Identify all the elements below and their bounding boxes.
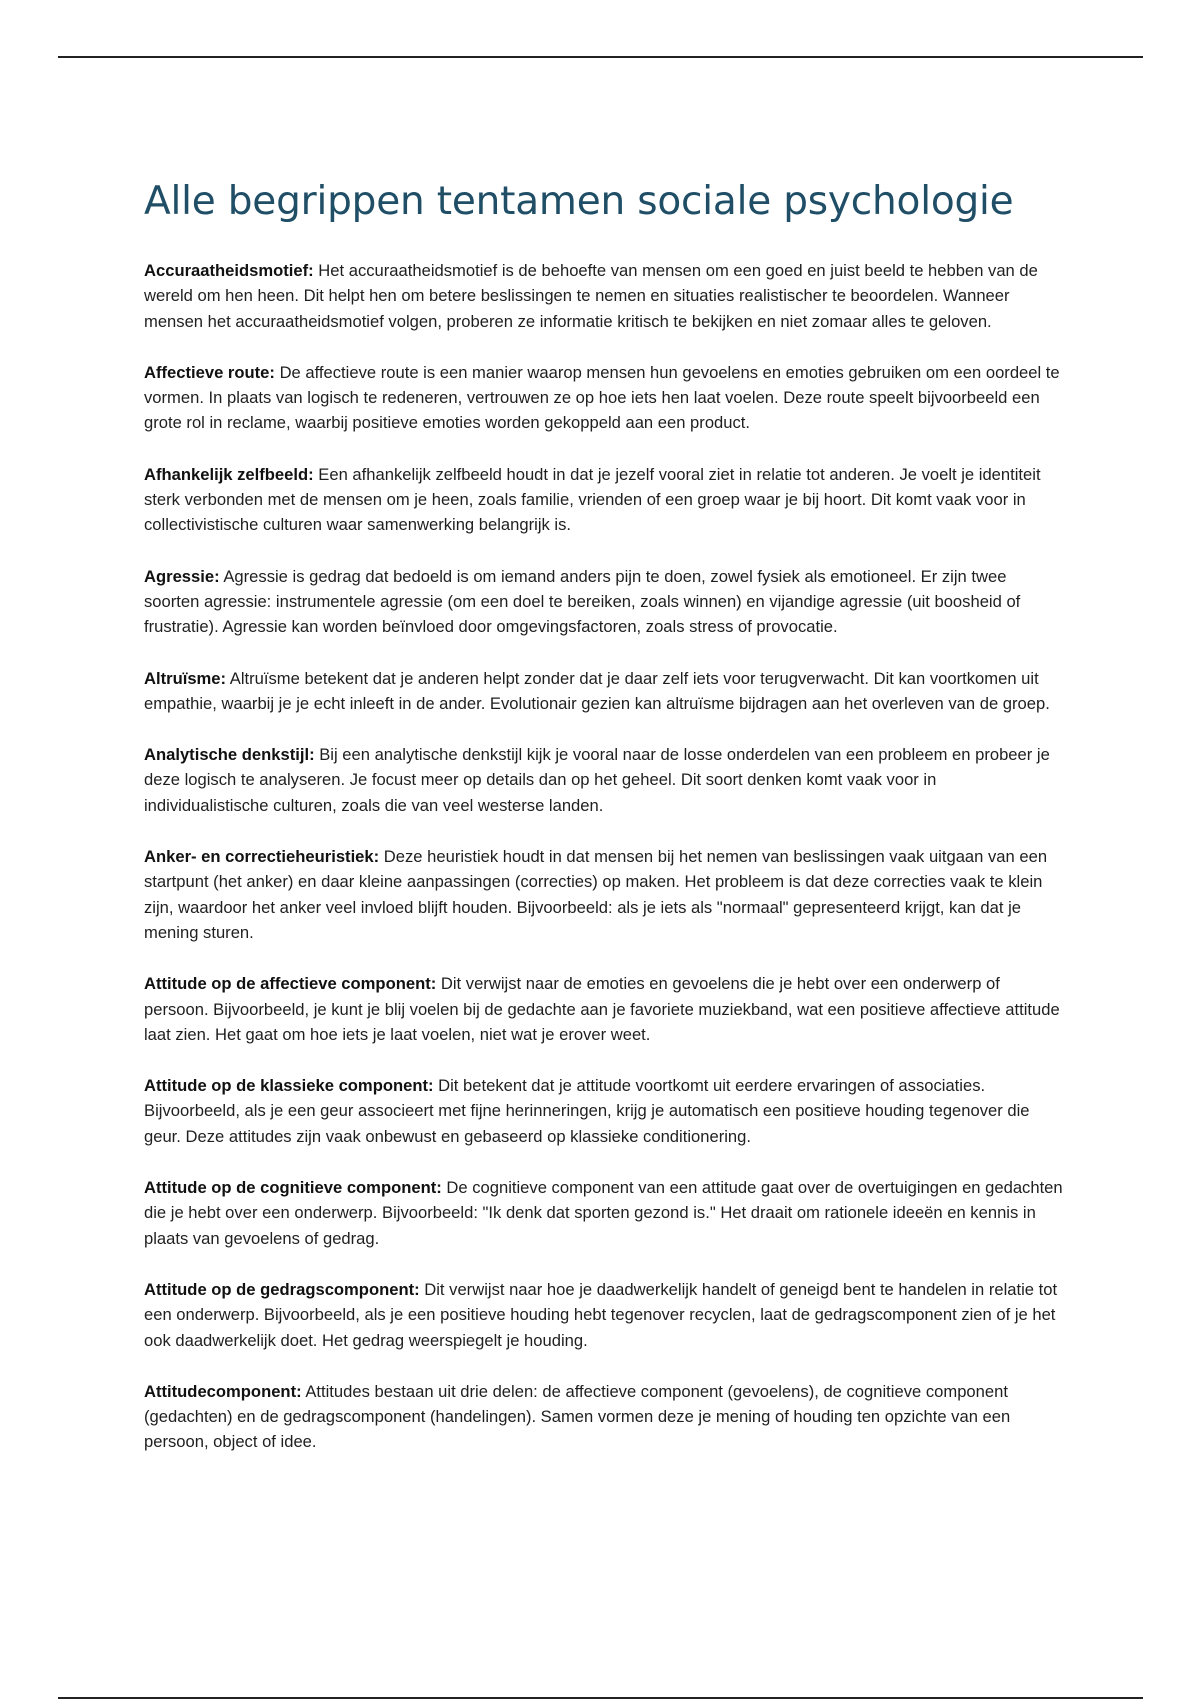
entry-term: Analytische denkstijl: — [144, 745, 315, 765]
glossary-entry — [144, 742, 1064, 818]
entry-definition: Het accuraatheidsmotief is de behoefte van mensen om een goed en juist beeld te hebben van de wereld om hen heen. Dit helpt hen om betere beslissingen te nemen en situaties realistischer te beoordelen. Wanneer mensen het accuraatheidsmotief volgen, proberen ze informatie kritisch te bekijken en niet zomaar alles te geloven. — [144, 261, 1038, 331]
glossary-entry — [144, 1277, 1064, 1353]
entry-definition: Deze heuristiek houdt in dat mensen bij het nemen van beslissingen vaak uitgaan van een startpunt (het anker) en daar kleine aanpassingen (correcties) op maken. Het probleem is dat deze correcties vaak te klein zijn, waardoor het anker veel invloed blijft houden. Bijvoorbeeld: als je iets als "normaal" gepresenteerd krijgt, kan dat je mening sturen. — [144, 847, 1048, 942]
entry-term: Accuraatheidsmotief: — [144, 261, 314, 280]
entry-definition: Dit betekent dat je attitude voortkomt uit eerdere ervaringen of associaties. Bijvoorbeeld, als je een geur associeert met fijne herinneringen, krijg je automatisch een positieve houding tegenover die geur. Deze attitudes zijn vaak onbewust en gebaseerd op klassieke conditionering. — [144, 1076, 1030, 1146]
entry-term: Afhankelijk zelfbeeld: — [144, 464, 314, 484]
entry-term: Attitude op de gedragscomponent: — [144, 1279, 420, 1299]
entry-term: Anker- en correctieheuristiek: — [144, 847, 380, 867]
glossary-entry — [144, 1073, 1064, 1149]
glossary-entry — [144, 360, 1064, 436]
entry-definition: Dit verwijst naar hoe je daadwerkelijk handelt of geneigd bent te handelen in relatie tot een onderwerp. Bijvoorbeeld, als je een positieve houding hebt tegenover recyclen, laat de gedragscomponent zien of je het ook daadwerkelijk doet. Het gedrag weerspiegelt je houding. — [144, 1279, 1058, 1350]
glossary-entry — [144, 844, 1064, 945]
entry-definition: De cognitieve component van een attitude gaat over de overtuigingen en gedachten die je hebt over een onderwerp. Bijvoorbeeld: "Ik denk dat sporten gezond is." Het draait om rationele ideeën en kennis in plaats van gevoelens of gedrag. — [144, 1178, 1063, 1248]
entry-term: Attitude op de cognitieve component: — [144, 1178, 442, 1198]
entry-term: Affectieve route: — [144, 362, 275, 382]
glossary-entry — [144, 564, 1064, 640]
entry-term: Altruïsme: — [144, 668, 227, 688]
glossary-entry — [144, 1175, 1064, 1251]
document-body — [144, 176, 1064, 1481]
glossary-entry — [144, 258, 1064, 334]
entry-term: Attitude op de klassieke component: — [144, 1076, 434, 1096]
entry-definition: Een afhankelijk zelfbeeld houdt in dat je jezelf vooral ziet in relatie tot anderen. Je voelt je identiteit sterk verbonden met de mensen om je heen, zoals familie, vrienden of een groep waar je bij hoort. Dit komt vaak voor in collectivistische culturen waar samenwerking belangrijk is. — [144, 464, 1041, 535]
entry-definition: De affectieve route is een manier waarop mensen hun gevoelens en emoties gebruiken om een oordeel te vormen. In plaats van logisch te redeneren, vertrouwen ze op hoe iets hen laat voelen. Deze route speelt bijvoorbeeld een grote rol in reclame, waarbij positieve emoties worden gekoppeld aan een product. — [144, 362, 1060, 433]
header-rule — [58, 56, 1143, 58]
entry-definition: Bij een analytische denkstijl kijk je vooral naar de losse onderdelen van een probleem en probeer je deze logisch te analyseren. Je focust meer op details dan op het geheel. Dit soort denken komt vaak voor in individualistische culturen, zoals die van veel westerse landen. — [144, 745, 1050, 815]
entry-term: Agressie: — [144, 566, 220, 586]
document-title: Alle begrippen tentamen sociale psychologie — [144, 179, 1014, 224]
glossary-entry — [144, 971, 1064, 1047]
entry-term: Attitudecomponent: — [144, 1381, 302, 1401]
entry-definition: Altruïsme betekent dat je anderen helpt zonder dat je daar zelf iets voor terugverwacht. Dit kan voortkomen uit empathie, waarbij je je echt inleeft in de ander. Evolutionair gezien kan altruïsme bijdragen aan het overleven van de groep. — [144, 668, 1050, 713]
glossary-entry — [144, 666, 1064, 717]
entry-definition: Dit verwijst naar de emoties en gevoelens die je hebt over een onderwerp of persoon. Bijvoorbeeld, je kunt je blij voelen bij de gedachte aan je favoriete muziekband, wat een positieve affectieve attitude laat zien. Het gaat om hoe iets je laat voelen, niet wat je erover weet. — [144, 974, 1060, 1044]
glossary-entry — [144, 462, 1064, 538]
entry-definition: Agressie is gedrag dat bedoeld is om iemand anders pijn te doen, zowel fysiek als emotioneel. Er zijn twee soorten agressie: instrumentele agressie (om een doel te bereiken, zoals winnen) en vijandige agressie (uit boosheid of frustratie). Agressie kan worden beïnvloed door omgevingsfactoren, zoals stress of provocatie. — [144, 566, 1021, 637]
footer-rule — [58, 1697, 1143, 1699]
entry-definition: Attitudes bestaan uit drie delen: de affectieve component (gevoelens), de cognitieve component (gedachten) en de gedragscomponent (handelingen). Samen vormen deze je mening of houding ten opzichte van een persoon, object of idee. — [144, 1381, 1011, 1452]
entry-term: Attitude op de affectieve component: — [144, 974, 437, 994]
glossary-entry — [144, 1379, 1064, 1455]
